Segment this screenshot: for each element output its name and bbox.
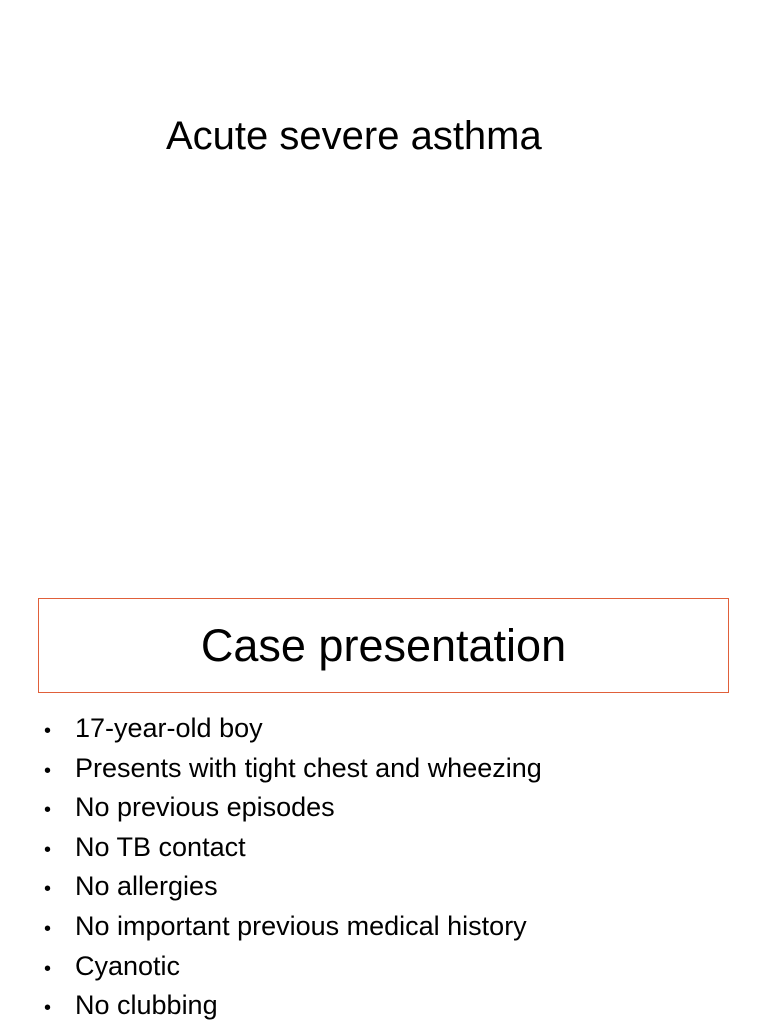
bullet-item <box>44 749 542 789</box>
bullet-text: No TB contact <box>75 831 246 862</box>
bullet-item <box>44 828 542 868</box>
bullet-item <box>44 788 542 828</box>
bullet-icon: • <box>44 799 52 822</box>
bullet-item <box>44 709 542 749</box>
bullet-text: No important previous medical history <box>75 910 527 941</box>
bullet-item <box>44 986 542 1024</box>
bullet-text: Presents with tight chest and wheezing <box>75 752 542 783</box>
bullet-text: No previous episodes <box>75 792 335 823</box>
bullet-icon: • <box>44 957 52 980</box>
bullet-item <box>44 907 542 947</box>
bullet-item <box>44 867 542 907</box>
bullet-icon: • <box>44 720 52 742</box>
bullet-text: No clubbing <box>75 990 218 1021</box>
bullet-icon: • <box>44 878 52 901</box>
bullet-text: Cyanotic <box>75 950 181 981</box>
bullet-text: No allergies <box>75 871 218 902</box>
case-slide-heading: Case presentation <box>200 619 567 671</box>
title-slide-heading: Acute severe asthma <box>166 114 542 158</box>
case-bullet-list <box>44 709 542 1024</box>
bullet-icon: • <box>44 759 52 782</box>
bullet-item <box>44 947 542 987</box>
case-title-box <box>38 598 729 693</box>
bullet-icon: • <box>44 838 52 861</box>
bullet-icon: • <box>44 997 52 1020</box>
bullet-icon: • <box>44 917 52 940</box>
bullet-text: 17-year-old boy <box>75 713 263 743</box>
